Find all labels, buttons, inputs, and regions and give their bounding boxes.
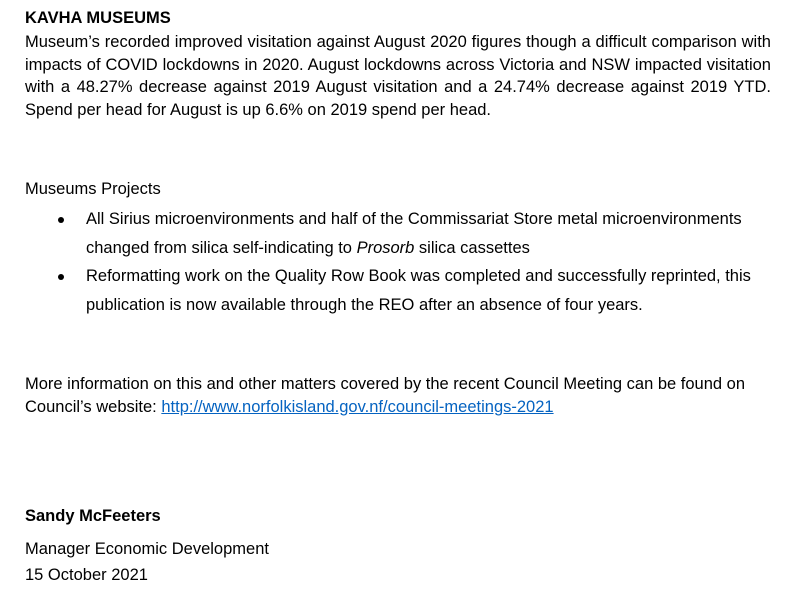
section-heading: KAVHA MUSEUMS xyxy=(25,9,171,27)
signature-date: 15 October 2021 xyxy=(25,566,148,584)
list-item xyxy=(25,205,771,262)
projects-title: Museums Projects xyxy=(25,180,161,198)
list-item-text-end: silica cassettes xyxy=(414,238,530,257)
closing-text: More information on this and other matters covered by the recent Council Meeting can be found on Council’s website: xyxy=(25,375,745,416)
list-item xyxy=(25,262,771,319)
list-item-text xyxy=(86,205,771,262)
list-item-text: Reformatting work on the Quality Row Book was completed and successfully reprinted, this publication is now available through the REO after an absence of four years. xyxy=(86,267,751,314)
bullet-icon xyxy=(58,274,64,280)
council-website-link[interactable]: http://www.norfolkisland.gov.nf/council-meetings-2021 xyxy=(161,397,554,416)
projects-list xyxy=(25,205,771,319)
product-name: Prosorb xyxy=(356,238,415,257)
signature-role: Manager Economic Development xyxy=(25,540,269,558)
visitation-paragraph: Museum’s recorded improved visitation against August 2020 figures though a difficult comparison with impacts of COVID lockdowns in 2020. August lockdowns across Victoria and NSW impacted visitation with a 48.27% decrease against 2019 August visitation and a 24.74% decrease against 2019 YTD. Spend per head for August is up 6.6% on 2019 spend per head. xyxy=(25,33,771,119)
closing-paragraph xyxy=(25,373,771,418)
signature-name: Sandy McFeeters xyxy=(25,507,161,525)
bullet-icon xyxy=(58,217,64,223)
list-item-text-start: All Sirius microenvironments and half of the Commissariat Store metal microenvironments changed from silica self-indicating to xyxy=(86,210,742,257)
